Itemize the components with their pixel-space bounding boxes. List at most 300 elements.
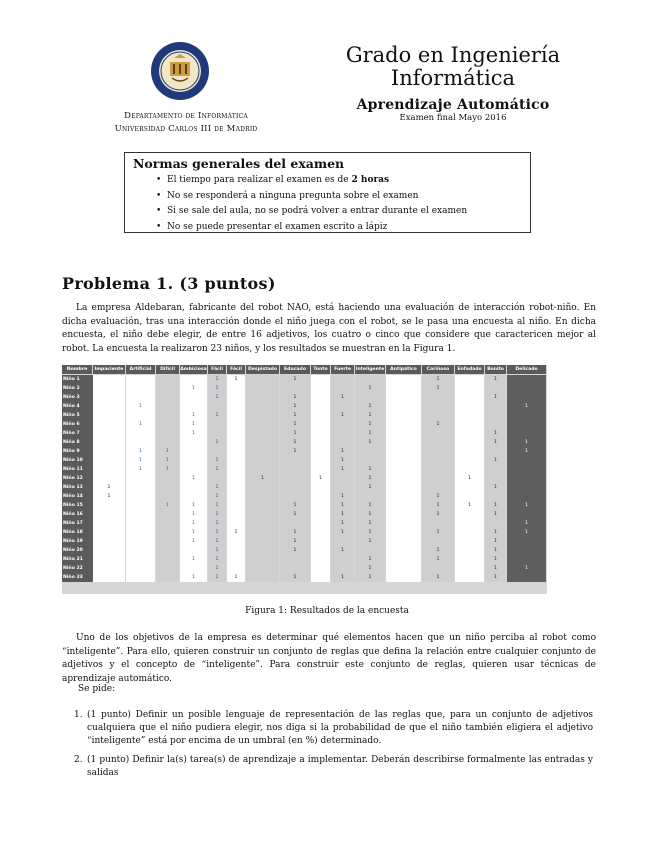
table-cell: 1 — [355, 384, 385, 393]
table-cell: 1 — [227, 573, 245, 582]
table-cell: 1 — [280, 528, 310, 537]
table-cell — [246, 447, 279, 456]
table-cell — [246, 429, 279, 438]
table-cell: 1 — [331, 411, 354, 420]
row-label: Niño 13 — [62, 483, 93, 492]
table-cell — [227, 501, 245, 510]
table-cell — [227, 447, 245, 456]
table-row — [62, 546, 547, 555]
table-cell — [422, 393, 454, 402]
table-cell — [311, 402, 330, 411]
table-cell — [227, 438, 245, 447]
table-cell — [422, 537, 454, 546]
table-cell: 1 — [180, 510, 207, 519]
exam-rules-box — [124, 152, 531, 233]
table-cell — [507, 573, 546, 582]
table-cell: 1 — [485, 429, 506, 438]
row-label: Niño 22 — [62, 564, 93, 573]
table-cell: 1 — [331, 447, 354, 456]
table-cell — [180, 393, 207, 402]
table-cell — [246, 519, 279, 528]
table-cell: 1 — [355, 528, 385, 537]
rule-item — [167, 173, 522, 189]
table-cell: 1 — [208, 510, 226, 519]
table-cell — [93, 510, 125, 519]
table-cell — [156, 483, 179, 492]
question-number: 2. — [74, 755, 83, 765]
table-cell: 1 — [180, 537, 207, 546]
table-cell: 1 — [280, 546, 310, 555]
table-cell — [386, 384, 421, 393]
table-cell — [455, 492, 484, 501]
table-cell — [485, 420, 506, 429]
table-cell: 1 — [355, 402, 385, 411]
se-pide: Se pide: — [78, 684, 116, 694]
table-cell: 1 — [422, 375, 454, 384]
degree-title — [330, 44, 576, 90]
table-cell — [311, 501, 330, 510]
table-cell — [227, 492, 245, 501]
table-cell: 1 — [126, 402, 155, 411]
table-row — [62, 411, 547, 420]
table-cell — [311, 528, 330, 537]
table-cell — [386, 546, 421, 555]
table-cell — [126, 411, 155, 420]
table-row — [62, 555, 547, 564]
table-cell: 1 — [422, 420, 454, 429]
table-cell: 1 — [208, 438, 226, 447]
row-label: Niño 1 — [62, 375, 93, 384]
table-cell — [126, 483, 155, 492]
table-cell — [386, 519, 421, 528]
table-cell — [311, 375, 330, 384]
row-label: Niño 21 — [62, 555, 93, 564]
column-header: Delicado — [507, 365, 546, 374]
table-cell — [246, 438, 279, 447]
row-label: Niño 23 — [62, 573, 93, 582]
table-cell — [355, 492, 385, 501]
table-cell: 1 — [507, 564, 546, 573]
table-cell — [311, 492, 330, 501]
table-cell — [485, 492, 506, 501]
table-cell: 1 — [280, 375, 310, 384]
table-cell: 1 — [355, 474, 385, 483]
row-label: Niño 8 — [62, 438, 93, 447]
table-cell — [246, 510, 279, 519]
table-cell — [455, 429, 484, 438]
table-cell: 1 — [331, 456, 354, 465]
table-cell: 1 — [208, 555, 226, 564]
table-cell — [246, 537, 279, 546]
column-header: Artificial — [126, 365, 155, 374]
table-cell — [93, 501, 125, 510]
table-cell — [422, 564, 454, 573]
table-row — [62, 564, 547, 573]
table-cell: 1 — [180, 573, 207, 582]
table-cell — [126, 528, 155, 537]
survey-results-table — [62, 365, 547, 594]
table-cell — [331, 438, 354, 447]
table-cell — [156, 519, 179, 528]
table-cell: 1 — [485, 483, 506, 492]
table-cell — [311, 546, 330, 555]
table-cell: 1 — [485, 375, 506, 384]
table-cell: 1 — [331, 393, 354, 402]
degree-title-line2: Informática — [390, 66, 516, 90]
table-cell — [422, 519, 454, 528]
row-label: Niño 15 — [62, 501, 93, 510]
table-row — [62, 429, 547, 438]
row-label: Niño 17 — [62, 519, 93, 528]
table-cell — [507, 492, 546, 501]
table-cell — [280, 465, 310, 474]
rule-text: El tiempo para realizar el examen es de — [167, 175, 352, 185]
question-text: (1 punto) Definir un posible lenguaje de representación de las reglas que, para un conjunto de adjetivos cualquiera que el niño pudiera elegir, nos diga si la probabilidad de que el niño también eligiera el adjetivo “inteligente” está por encima de un umbral (en %) determinado. — [87, 710, 593, 746]
table-cell — [386, 456, 421, 465]
table-cell: 1 — [422, 555, 454, 564]
table-cell — [386, 375, 421, 384]
table-cell — [386, 393, 421, 402]
table-cell — [331, 537, 354, 546]
table-row — [62, 420, 547, 429]
column-header: Despistado — [247, 367, 277, 372]
table-cell — [422, 483, 454, 492]
table-cell — [180, 546, 207, 555]
table-cell: 1 — [422, 528, 454, 537]
table-row — [62, 537, 547, 546]
table-cell — [208, 429, 226, 438]
table-cell — [507, 393, 546, 402]
rule-item: • No se responderá a ninguna pregunta sobre el examen — [167, 189, 522, 205]
table-cell: 1 — [280, 447, 310, 456]
table-cell — [507, 411, 546, 420]
table-cell: 1 — [331, 501, 354, 510]
table-cell — [227, 429, 245, 438]
table-cell — [180, 375, 207, 384]
table-cell — [507, 456, 546, 465]
table-cell — [422, 474, 454, 483]
row-label: Niño 2 — [62, 384, 93, 393]
table-cell — [93, 456, 125, 465]
table-cell: 1 — [208, 501, 226, 510]
table-row — [62, 528, 547, 537]
table-cell — [422, 411, 454, 420]
table-cell — [355, 375, 385, 384]
table-cell — [355, 447, 385, 456]
table-cell — [156, 420, 179, 429]
problem-intro: La empresa Aldebaran, fabricante del robot NAO, está haciendo una evaluación de interacción robot-niño. En dicha evaluación, tras una interacción donde el niño juega con el robot, se le pasa una encuesta al niño. En dicha encuesta, el niño debe elegir, de entre 16 adjetivos, los cuatro o cinco que considere que caractericen mejor al robot. La encuesta la realizaron 23 niños, y los resultados se muestran en la Figura 1. — [62, 303, 596, 354]
table-cell — [422, 429, 454, 438]
table-cell: 1 — [280, 402, 310, 411]
table-cell: 1 — [180, 555, 207, 564]
row-label: Niño 9 — [62, 447, 93, 456]
table-cell: 1 — [126, 465, 155, 474]
table-cell — [93, 375, 125, 384]
question-text: (1 punto) Definir la(s) tarea(s) de aprendizaje a implementar. Deberán describirse formalmente las entradas y salidas — [87, 755, 593, 778]
table-cell: 1 — [485, 564, 506, 573]
table-cell — [311, 465, 330, 474]
table-cell — [227, 384, 245, 393]
table-cell — [246, 402, 279, 411]
table-cell — [311, 555, 330, 564]
table-cell: 1 — [455, 501, 484, 510]
table-cell — [311, 438, 330, 447]
table-cell — [331, 555, 354, 564]
table-cell — [93, 564, 125, 573]
table-cell — [156, 510, 179, 519]
table-cell: 1 — [485, 573, 506, 582]
column-header: Cariñoso — [422, 365, 454, 374]
table-cell: 1 — [422, 384, 454, 393]
table-cell — [156, 492, 179, 501]
table-cell — [386, 573, 421, 582]
department-block — [86, 110, 286, 136]
table-cell — [246, 456, 279, 465]
table-cell: 1 — [208, 492, 226, 501]
table-cell: 1 — [485, 510, 506, 519]
table-cell — [455, 456, 484, 465]
table-row — [62, 483, 547, 492]
table-cell — [386, 537, 421, 546]
table-cell — [507, 546, 546, 555]
table-cell — [93, 474, 125, 483]
table-cell — [180, 456, 207, 465]
table-cell — [311, 537, 330, 546]
table-cell: 1 — [280, 429, 310, 438]
table-cell — [246, 573, 279, 582]
table-cell — [280, 456, 310, 465]
table-cell: 1 — [180, 411, 207, 420]
table-cell: 1 — [156, 456, 179, 465]
table-cell — [227, 564, 245, 573]
column-header: Bonito — [485, 365, 506, 374]
table-cell — [355, 393, 385, 402]
table-cell — [311, 420, 330, 429]
table-cell — [386, 564, 421, 573]
table-cell — [227, 402, 245, 411]
table-cell: 1 — [280, 420, 310, 429]
table-cell — [331, 483, 354, 492]
table-cell — [126, 375, 155, 384]
table-cell — [156, 429, 179, 438]
table-cell — [422, 447, 454, 456]
table-cell — [156, 474, 179, 483]
table-cell — [331, 429, 354, 438]
table-cell — [156, 375, 179, 384]
table-cell — [386, 528, 421, 537]
table-cell — [507, 384, 546, 393]
table-cell: 1 — [180, 528, 207, 537]
table-cell — [422, 402, 454, 411]
table-cell: 1 — [208, 393, 226, 402]
table-cell: 1 — [455, 474, 484, 483]
table-cell — [455, 411, 484, 420]
table-cell — [126, 438, 155, 447]
table-cell: 1 — [246, 474, 279, 483]
table-cell: 1 — [355, 483, 385, 492]
table-cell — [485, 519, 506, 528]
table-cell: 1 — [355, 465, 385, 474]
table-cell — [311, 411, 330, 420]
table-cell: 1 — [485, 501, 506, 510]
table-cell — [93, 420, 125, 429]
table-cell — [156, 438, 179, 447]
table-cell — [246, 564, 279, 573]
university-name: Universidad Carlos III de Madrid — [114, 124, 258, 134]
table-cell: 1 — [208, 564, 226, 573]
table-cell — [126, 573, 155, 582]
table-cell — [485, 402, 506, 411]
table-cell — [485, 474, 506, 483]
table-cell — [227, 411, 245, 420]
table-cell: 1 — [355, 411, 385, 420]
degree-title-line1: Grado en Ingeniería — [345, 43, 561, 67]
table-cell — [455, 447, 484, 456]
table-cell — [156, 528, 179, 537]
table-cell: 1 — [311, 474, 330, 483]
table-cell — [156, 537, 179, 546]
row-label: Niño 18 — [62, 528, 93, 537]
table-row — [62, 573, 547, 582]
table-cell: 1 — [180, 420, 207, 429]
table-cell — [93, 546, 125, 555]
row-label: Niño 10 — [62, 456, 93, 465]
table-cell — [93, 519, 125, 528]
table-cell — [422, 438, 454, 447]
table-cell — [126, 429, 155, 438]
table-cell: 1 — [485, 393, 506, 402]
table-cell: 1 — [331, 519, 354, 528]
table-cell — [93, 429, 125, 438]
table-cell — [93, 411, 125, 420]
table-cell — [156, 564, 179, 573]
table-cell — [246, 492, 279, 501]
table-cell — [246, 528, 279, 537]
table-cell: 1 — [280, 501, 310, 510]
table-cell: 1 — [280, 438, 310, 447]
problem-title: Problema 1. (3 puntos) — [62, 274, 276, 293]
table-cell: 1 — [208, 483, 226, 492]
table-cell: 1 — [485, 537, 506, 546]
table-cell — [280, 564, 310, 573]
table-cell — [455, 546, 484, 555]
table-row — [62, 510, 547, 519]
table-cell — [156, 555, 179, 564]
table-cell — [485, 384, 506, 393]
table-cell — [386, 420, 421, 429]
table-cell — [180, 564, 207, 573]
table-cell — [227, 537, 245, 546]
exam-date: Examen final Mayo 2016 — [399, 113, 507, 123]
table-cell — [455, 438, 484, 447]
table-cell — [156, 411, 179, 420]
table-cell: 1 — [355, 537, 385, 546]
table-cell — [93, 402, 125, 411]
table-cell: 1 — [422, 546, 454, 555]
table-cell — [93, 465, 125, 474]
table-cell — [126, 537, 155, 546]
table-cell — [180, 402, 207, 411]
table-cell — [246, 411, 279, 420]
table-cell — [507, 555, 546, 564]
table-cell — [227, 474, 245, 483]
table-cell — [246, 375, 279, 384]
table-cell: 1 — [280, 573, 310, 582]
table-cell: 1 — [355, 510, 385, 519]
table-cell: 1 — [126, 456, 155, 465]
table-cell — [280, 492, 310, 501]
table-cell: 1 — [507, 447, 546, 456]
table-cell: 1 — [355, 564, 385, 573]
table-row — [62, 375, 547, 384]
table-cell — [386, 447, 421, 456]
table-cell: 1 — [208, 546, 226, 555]
table-cell — [208, 420, 226, 429]
figure-caption: Figura 1: Resultados de la encuesta — [245, 606, 409, 616]
table-cell — [507, 429, 546, 438]
row-label: Niño 3 — [62, 393, 93, 402]
table-cell — [246, 546, 279, 555]
table-cell: 1 — [208, 411, 226, 420]
table-cell — [386, 429, 421, 438]
table-cell — [331, 564, 354, 573]
table-cell — [485, 411, 506, 420]
table-cell — [93, 537, 125, 546]
table-cell: 1 — [507, 528, 546, 537]
table-cell — [355, 456, 385, 465]
table-cell: 1 — [485, 528, 506, 537]
table-cell — [455, 537, 484, 546]
table-cell — [507, 537, 546, 546]
row-label: Niño 11 — [62, 465, 93, 474]
table-cell — [485, 465, 506, 474]
table-cell: 1 — [93, 483, 125, 492]
table-cell — [227, 519, 245, 528]
row-label: Niño 7 — [62, 429, 93, 438]
table-cell — [455, 384, 484, 393]
table-cell: 1 — [355, 573, 385, 582]
table-cell — [246, 393, 279, 402]
table-cell — [126, 555, 155, 564]
table-cell: 1 — [422, 492, 454, 501]
table-cell — [93, 393, 125, 402]
table-cell — [311, 573, 330, 582]
table-cell — [246, 555, 279, 564]
table-cell — [311, 447, 330, 456]
table-cell — [208, 402, 226, 411]
table-cell: 1 — [507, 438, 546, 447]
table-row — [62, 456, 547, 465]
table-cell — [180, 465, 207, 474]
table-cell — [355, 546, 385, 555]
column-header: Ambiciosa — [180, 367, 207, 372]
table-cell — [507, 483, 546, 492]
table-cell — [455, 420, 484, 429]
table-cell — [455, 519, 484, 528]
table-cell: 1 — [280, 411, 310, 420]
table-row — [62, 393, 547, 402]
table-cell — [227, 465, 245, 474]
column-header: Fuerte — [331, 365, 354, 374]
table-cell — [208, 447, 226, 456]
table-cell — [507, 375, 546, 384]
table-cell — [227, 393, 245, 402]
table-cell — [455, 564, 484, 573]
table-cell — [93, 528, 125, 537]
column-header: Difícil — [156, 365, 179, 374]
column-header: Fácil — [208, 365, 226, 374]
table-cell — [208, 474, 226, 483]
